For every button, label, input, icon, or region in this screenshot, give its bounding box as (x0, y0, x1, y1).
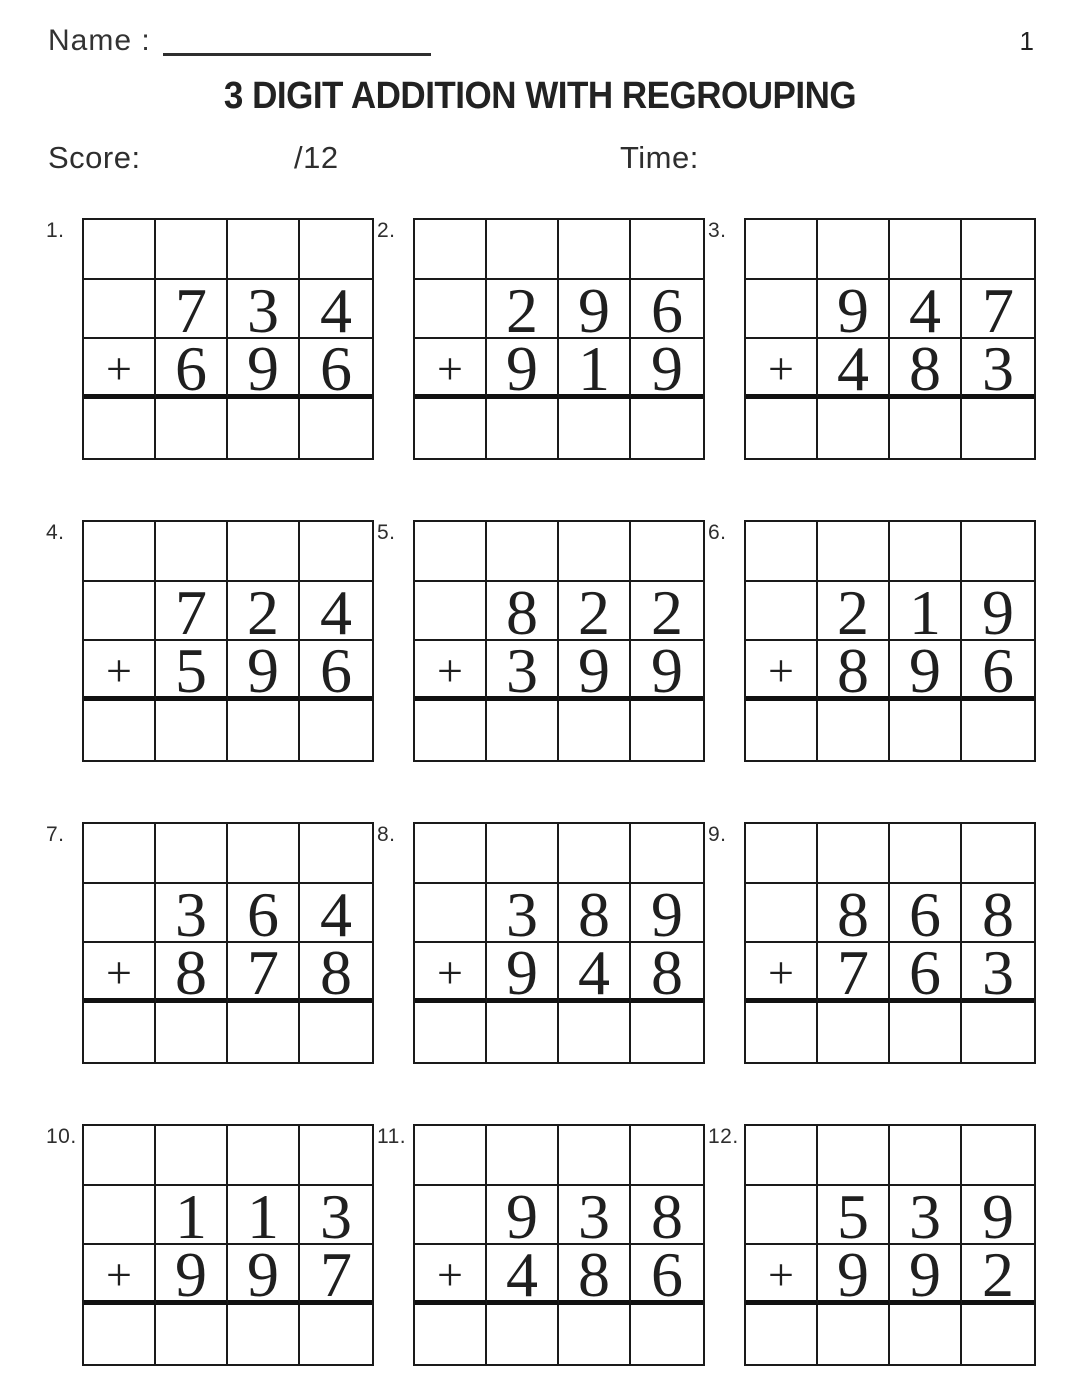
answer-cell (559, 701, 631, 761)
problem-number: 1. (46, 219, 65, 242)
addend1-digit: 8 (818, 884, 890, 944)
addend1-digit: 1 (156, 1186, 228, 1246)
addend2-digit: 2 (962, 1245, 1034, 1305)
addend1-digit: 8 (487, 582, 559, 642)
addend1-digit: 4 (300, 884, 372, 944)
page-number: 1 (1019, 26, 1034, 56)
addend1-digit: 3 (890, 1186, 962, 1246)
addend2-digit: 6 (890, 943, 962, 1003)
plus-sign: + (415, 339, 487, 399)
plus-sign: + (746, 943, 818, 1003)
addend1-digit: 7 (156, 280, 228, 340)
plus-sign: + (415, 641, 487, 701)
addition-grid (744, 218, 1036, 460)
addend2-digit: 6 (962, 641, 1034, 701)
carry-cell (746, 220, 818, 280)
addend1-digit: 3 (559, 1186, 631, 1246)
addend2-digit: 7 (228, 943, 300, 1003)
empty-cell (746, 280, 818, 340)
carry-cell (415, 220, 487, 280)
addend2-digit: 3 (962, 339, 1034, 399)
addend1-digit: 6 (228, 884, 300, 944)
addition-grid (82, 218, 374, 460)
problem-number: 3. (708, 219, 727, 242)
score-total: /12 (294, 140, 339, 175)
answer-cell (631, 701, 703, 761)
answer-cell (487, 1003, 559, 1063)
answer-cell (559, 1305, 631, 1365)
addend2-digit: 3 (487, 641, 559, 701)
addend1-digit: 3 (228, 280, 300, 340)
carry-cell (818, 220, 890, 280)
addend2-digit: 9 (228, 339, 300, 399)
answer-cell (228, 1003, 300, 1063)
addend1-digit: 8 (559, 884, 631, 944)
carry-cell (559, 1126, 631, 1186)
addend2-digit: 9 (559, 641, 631, 701)
addend1-digit: 9 (559, 280, 631, 340)
answer-cell (300, 1003, 372, 1063)
addend1-digit: 4 (300, 280, 372, 340)
carry-cell (631, 220, 703, 280)
addend1-digit: 1 (228, 1186, 300, 1246)
carry-cell (156, 824, 228, 884)
addend2-digit: 8 (631, 943, 703, 1003)
carry-cell (84, 824, 156, 884)
plus-sign: + (746, 1245, 818, 1305)
problem-number: 9. (708, 823, 727, 846)
addend2-digit: 9 (631, 641, 703, 701)
carry-cell (84, 220, 156, 280)
empty-cell (746, 582, 818, 642)
carry-cell (746, 522, 818, 582)
answer-cell (415, 701, 487, 761)
carry-cell (631, 1126, 703, 1186)
carry-cell (818, 522, 890, 582)
addend2-digit: 4 (487, 1245, 559, 1305)
plus-sign: + (746, 641, 818, 701)
carry-cell (746, 824, 818, 884)
addend2-digit: 7 (300, 1245, 372, 1305)
carry-cell (415, 522, 487, 582)
answer-cell (300, 701, 372, 761)
answer-cell (818, 1003, 890, 1063)
carry-cell (631, 824, 703, 884)
empty-cell (415, 280, 487, 340)
problem (377, 822, 708, 1064)
addend1-digit: 7 (962, 280, 1034, 340)
problem (377, 1124, 708, 1366)
problem (708, 520, 1039, 762)
addition-grid (744, 520, 1036, 762)
answer-cell (559, 1003, 631, 1063)
problem-number: 5. (377, 521, 396, 544)
plus-sign: + (415, 943, 487, 1003)
carry-cell (415, 824, 487, 884)
carry-cell (962, 824, 1034, 884)
carry-cell (300, 824, 372, 884)
worksheet-title: 3 DIGIT ADDITION WITH REGROUPING (223, 74, 857, 117)
answer-cell (746, 399, 818, 459)
carry-cell (300, 522, 372, 582)
carry-cell (559, 522, 631, 582)
addend2-digit: 3 (962, 943, 1034, 1003)
carry-cell (487, 522, 559, 582)
answer-cell (631, 1003, 703, 1063)
carry-cell (818, 824, 890, 884)
empty-cell (84, 1186, 156, 1246)
problem (708, 1124, 1039, 1366)
carry-cell (84, 522, 156, 582)
problems-grid (46, 218, 1039, 1366)
addend1-digit: 2 (487, 280, 559, 340)
addend1-digit: 7 (156, 582, 228, 642)
answer-cell (156, 1305, 228, 1365)
empty-cell (84, 884, 156, 944)
addition-grid (744, 822, 1036, 1064)
answer-cell (746, 1003, 818, 1063)
carry-cell (84, 1126, 156, 1186)
empty-cell (84, 280, 156, 340)
addend1-digit: 3 (487, 884, 559, 944)
answer-cell (84, 701, 156, 761)
addend2-digit: 8 (890, 339, 962, 399)
carry-cell (962, 1126, 1034, 1186)
addend1-digit: 9 (487, 1186, 559, 1246)
carry-cell (890, 824, 962, 884)
addend1-digit: 9 (818, 280, 890, 340)
score-row (0, 140, 1080, 180)
addend2-digit: 8 (156, 943, 228, 1003)
answer-cell (156, 701, 228, 761)
answer-cell (746, 1305, 818, 1365)
carry-cell (631, 522, 703, 582)
addend1-digit: 8 (962, 884, 1034, 944)
carry-cell (962, 522, 1034, 582)
addition-grid (413, 520, 705, 762)
addition-grid (744, 1124, 1036, 1366)
addend2-digit: 9 (487, 943, 559, 1003)
empty-cell (415, 1186, 487, 1246)
carry-cell (156, 220, 228, 280)
carry-cell (487, 220, 559, 280)
addend1-digit: 9 (962, 582, 1034, 642)
answer-cell (228, 1305, 300, 1365)
addend1-digit: 3 (156, 884, 228, 944)
problem (377, 520, 708, 762)
answer-cell (962, 1003, 1034, 1063)
problem (46, 822, 377, 1064)
addend1-digit: 2 (631, 582, 703, 642)
problem-number: 8. (377, 823, 396, 846)
addend1-digit: 6 (631, 280, 703, 340)
addition-grid (82, 520, 374, 762)
addend2-digit: 6 (300, 641, 372, 701)
plus-sign: + (84, 641, 156, 701)
addend2-digit: 9 (487, 339, 559, 399)
answer-cell (84, 1305, 156, 1365)
carry-cell (890, 522, 962, 582)
carry-cell (559, 220, 631, 280)
addend1-digit: 4 (300, 582, 372, 642)
carry-cell (228, 220, 300, 280)
addend1-digit: 3 (300, 1186, 372, 1246)
answer-cell (415, 1305, 487, 1365)
empty-cell (84, 582, 156, 642)
score-label: Score: (48, 140, 141, 175)
problem (46, 1124, 377, 1366)
carry-cell (487, 1126, 559, 1186)
carry-cell (228, 824, 300, 884)
answer-cell (156, 1003, 228, 1063)
carry-cell (156, 1126, 228, 1186)
problem-number: 6. (708, 521, 727, 544)
addition-grid (82, 822, 374, 1064)
answer-cell (487, 1305, 559, 1365)
answer-cell (818, 701, 890, 761)
answer-cell (962, 1305, 1034, 1365)
carry-cell (300, 1126, 372, 1186)
name-fill-in-line (163, 26, 431, 56)
addend1-digit: 1 (890, 582, 962, 642)
addend2-digit: 8 (818, 641, 890, 701)
addend2-digit: 9 (156, 1245, 228, 1305)
carry-cell (559, 824, 631, 884)
problem (708, 218, 1039, 460)
addend2-digit: 6 (300, 339, 372, 399)
answer-cell (890, 701, 962, 761)
addend2-digit: 9 (890, 641, 962, 701)
addend2-digit: 9 (228, 1245, 300, 1305)
addend2-digit: 9 (890, 1245, 962, 1305)
carry-cell (487, 824, 559, 884)
empty-cell (746, 884, 818, 944)
time-label: Time: (620, 140, 699, 175)
carry-cell (156, 522, 228, 582)
answer-cell (818, 399, 890, 459)
carry-cell (228, 522, 300, 582)
addend1-digit: 2 (818, 582, 890, 642)
addend1-digit: 8 (631, 1186, 703, 1246)
plus-sign: + (84, 339, 156, 399)
name-label: Name : (48, 24, 151, 57)
addend2-digit: 8 (559, 1245, 631, 1305)
plus-sign: + (84, 1245, 156, 1305)
answer-cell (156, 399, 228, 459)
answer-cell (415, 1003, 487, 1063)
carry-cell (818, 1126, 890, 1186)
answer-cell (890, 399, 962, 459)
addend1-digit: 9 (631, 884, 703, 944)
problem-number: 7. (46, 823, 65, 846)
answer-cell (962, 399, 1034, 459)
addend2-digit: 6 (631, 1245, 703, 1305)
problem-number: 11. (377, 1125, 407, 1148)
carry-cell (962, 220, 1034, 280)
addend2-digit: 4 (818, 339, 890, 399)
plus-sign: + (84, 943, 156, 1003)
answer-cell (559, 399, 631, 459)
problem (377, 218, 708, 460)
addend2-digit: 1 (559, 339, 631, 399)
answer-cell (818, 1305, 890, 1365)
answer-cell (228, 701, 300, 761)
carry-cell (890, 1126, 962, 1186)
answer-cell (746, 701, 818, 761)
empty-cell (746, 1186, 818, 1246)
carry-cell (890, 220, 962, 280)
plus-sign: + (415, 1245, 487, 1305)
answer-cell (487, 701, 559, 761)
answer-cell (300, 399, 372, 459)
addition-grid (413, 822, 705, 1064)
problem (46, 218, 377, 460)
answer-cell (84, 1003, 156, 1063)
answer-cell (84, 399, 156, 459)
addend2-digit: 9 (228, 641, 300, 701)
addend1-digit: 6 (890, 884, 962, 944)
answer-cell (415, 399, 487, 459)
addend2-digit: 9 (818, 1245, 890, 1305)
answer-cell (631, 1305, 703, 1365)
addend1-digit: 4 (890, 280, 962, 340)
addend2-digit: 8 (300, 943, 372, 1003)
answer-cell (300, 1305, 372, 1365)
answer-cell (631, 399, 703, 459)
addition-grid (82, 1124, 374, 1366)
problem (708, 822, 1039, 1064)
empty-cell (415, 582, 487, 642)
addend2-digit: 4 (559, 943, 631, 1003)
plus-sign: + (746, 339, 818, 399)
carry-cell (228, 1126, 300, 1186)
answer-cell (890, 1305, 962, 1365)
addend2-digit: 9 (631, 339, 703, 399)
answer-cell (962, 701, 1034, 761)
addend2-digit: 5 (156, 641, 228, 701)
addend2-digit: 7 (818, 943, 890, 1003)
addition-grid (413, 1124, 705, 1366)
addend2-digit: 6 (156, 339, 228, 399)
problem-number: 10. (46, 1125, 77, 1148)
addition-grid (413, 218, 705, 460)
carry-cell (746, 1126, 818, 1186)
answer-cell (228, 399, 300, 459)
empty-cell (415, 884, 487, 944)
problem-number: 2. (377, 219, 396, 242)
problem-number: 12. (708, 1125, 739, 1148)
answer-cell (890, 1003, 962, 1063)
addend1-digit: 9 (962, 1186, 1034, 1246)
carry-cell (300, 220, 372, 280)
carry-cell (415, 1126, 487, 1186)
problem-number: 4. (46, 521, 65, 544)
addend1-digit: 2 (228, 582, 300, 642)
problem (46, 520, 377, 762)
name-row (48, 24, 431, 58)
addend1-digit: 5 (818, 1186, 890, 1246)
addend1-digit: 2 (559, 582, 631, 642)
answer-cell (487, 399, 559, 459)
